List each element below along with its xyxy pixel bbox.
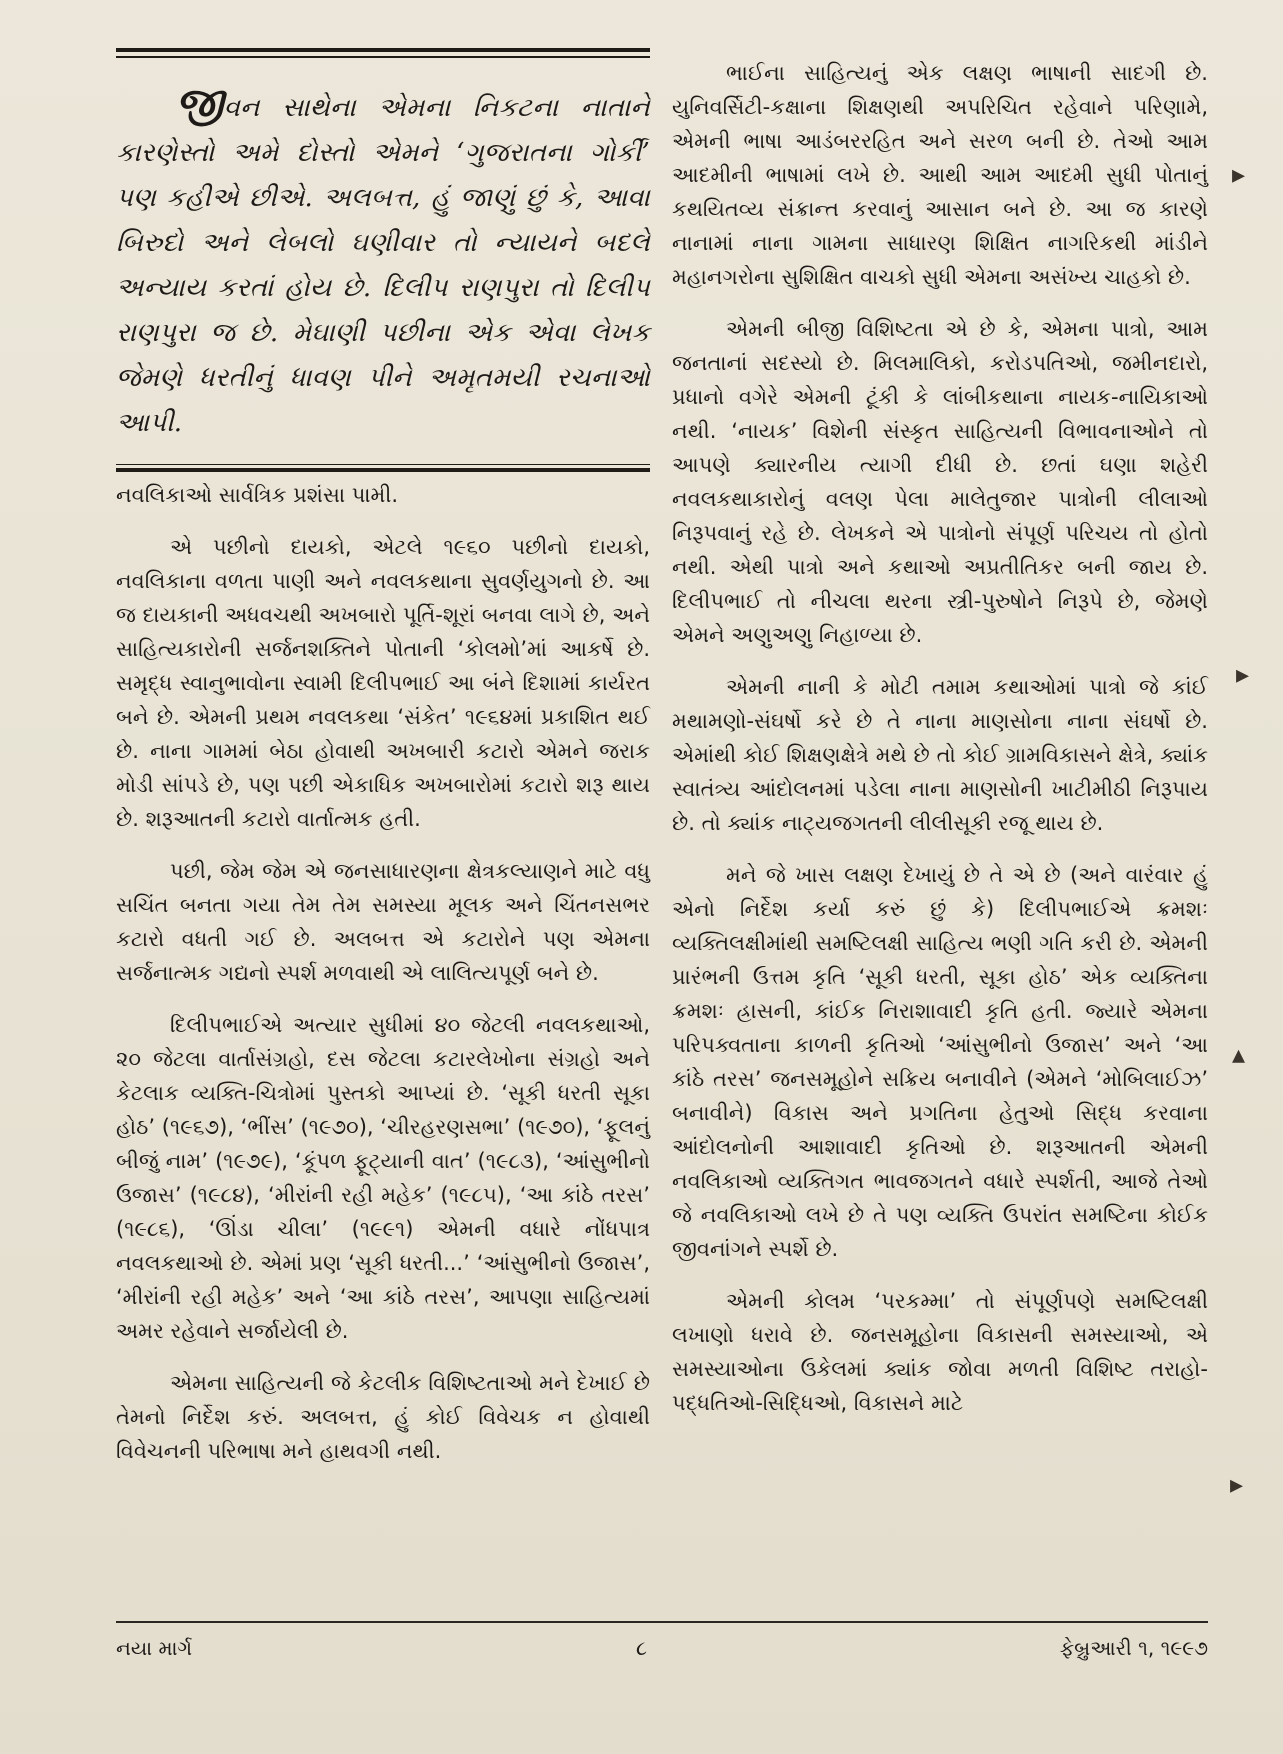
paragraph: મને જે ખાસ લક્ષણ દેખાયું છે તે એ છે (અને વારંવાર હું એનો નિર્દેશ કર્યા કરું છું કે) દિલીપભાઈએ ક્રમશઃ વ્યક્તિલક્ષીમાંથી સમષ્ટિલક્ષી સાહિત્ય ભણી ગતિ કરી છે. એમની પ્રારંભની ઉત્તમ કૃતિ ‘સૂકી ધરતી, સૂકા હોઠ’ એક વ્યક્તિના ક્રમશઃ હ્રાસની, કાંઈક નિરાશાવાદી કૃતિ હતી. જ્યારે એમના પરિપક્વતાના કાળની કૃતિઓ ‘આંસુભીનો ઉજાસ’ અને ‘આ કાંઠે તરસ’ જનસમૂહોને સક્રિય બનાવીને (એમને ‘મોબિલાઈઝ’ બનાવીને) વિકાસ અને પ્રગતિના હેતુઓ સિદ્ધ કરવાના આંદોલનોની આશાવાદી કૃતિઓ છે. શરૂઆતની એમની નવલિકાઓ વ્યક્તિગત ભાવજગતને વધારે સ્પર્શતી, આજે તેઓ જે નવલિકાઓ લખે છે તે પણ વ્યક્તિ ઉપરાંત સમષ્ટિના કોઈક જીવનાંગને સ્પર્શે છે. xyxy=(672,863,1208,1261)
margin-mark-icon: ▴ xyxy=(1232,1040,1246,1070)
footer-rule xyxy=(116,1621,1208,1623)
paragraph: ભાઈના સાહિત્યનું એક લક્ષણ ભાષાની સાદગી છે. યુનિવર્સિટી-કક્ષાના શિક્ષણથી અપરિચિત રહેવાને પરિણામે, એમની ભાષા આડંબરરહિત અને સરળ બની છે. તેઓ આમ આદમીની ભાષામાં લખે છે. આથી આમ આદમી સુધી પોતાનું કથયિતવ્ય સંક્રાન્ત કરવાનું આસાન બને છે. આ જ કારણે નાનામાં નાના ગામના સાધારણ શિક્ષિત નાગરિકથી માંડીને મહાનગરોના સુશિક્ષિત વાચકો સુધી એમના અસંખ્ય ચાહકો છે. xyxy=(672,61,1208,289)
paragraph: એમની બીજી વિશિષ્ટતા એ છે કે, એમના પાત્રો, આમ જનતાનાં સદસ્યો છે. મિલમાલિકો, કરોડપતિઓ, જમીનદારો, પ્રધાનો વગેરે એમની ટૂંકી કે લાંબીકથાના નાયક-નાયિકાઓ નથી. ‘નાયક’ વિશેની સંસ્કૃત સાહિત્યની વિભાવનાઓને તો આપણે ક્યારનીય ત્યાગી દીધી છે. છતાં ઘણા શહેરી નવલકથાકારોનું વલણ પેલા માલેતુજાર પાત્રોની લીલાઓ નિરૂપવાનું રહે છે. લેખકને એ પાત્રોનો સંપૂર્ણ પરિચય તો હોતો નથી. એથી પાત્રો અને કથાઓ અપ્રતીતિકર બની જાય છે. દિલીપભાઈ તો નીચલા થરના સ્ત્રી-પુરુષોને નિરૂપે છે, જેમણે એમને અણુઅણુ નિહાળ્યા છે. xyxy=(672,317,1208,647)
page-footer xyxy=(116,1630,1208,1670)
top-rule-thin xyxy=(116,56,650,58)
left-column xyxy=(116,48,650,1486)
right-column xyxy=(672,56,1208,1438)
page-number: ૮ xyxy=(636,1636,647,1660)
pull-quote xyxy=(116,80,650,446)
paragraph: પછી, જેમ જેમ એ જનસાધારણના ક્ષેત્રકલ્યાણને માટે વધુ સચિંત બનતા ગયા તેમ તેમ સમસ્યા મૂલક અને ચિંતનસભર કટારો વધતી ગઈ છે. અલબત્ત એ કટારોને પણ એમના સર્જનાત્મક ગદ્યનો સ્પર્શ મળવાથી એ લાલિત્યપૂર્ણ બને છે. xyxy=(116,859,650,985)
paragraph: એમના સાહિત્યની જે કેટલીક વિશિષ્ટતાઓ મને દેખાઈ છે તેમનો નિર્દેશ કરું. અલબત્ત, હું કોઈ વિવેચક ન હોવાથી વિવેચનની પરિભાષા મને હાથવગી નથી. xyxy=(116,1371,650,1463)
pull-quote-rule-thick xyxy=(116,468,650,472)
margin-mark-icon: ▸ xyxy=(1232,160,1246,190)
pull-quote-text: વન સાથેના એમના નિકટના નાતાને કારણેસ્તો અમે દોસ્તો એમને ‘ગુજરાતના ગોર્કી’ પણ કહીએ છીએ. અલબત્ત, હું જાણું છું કે, આવા બિરુદો અને લેબલો ઘણીવાર તો ન્યાયને બદલે અન્યાય કરતાં હોય છે. દિલીપ રાણપુરા તો દિલીપ રાણપુરા જ છે. મેઘાણી પછીના એક એવા લેખક જેમણે ધરતીનું ધાવણ પીને અમૃતમયી રચનાઓ આપી. xyxy=(116,92,650,438)
paragraph: દિલીપભાઈએ અત્યાર સુધીમાં ૪૦ જેટલી નવલકથાઓ, ૨૦ જેટલા વાર્તાસંગ્રહો, દસ જેટલા કટારલેખોના સંગ્રહો અને કેટલાક વ્યક્તિ-ચિત્રોમાં પુસ્તકો આપ્યાં છે. ‘સૂકી ધરતી સૂકા હોઠ’ (૧૯૬૭), ‘ભીંસ’ (૧૯૭૦), ‘ચીરહરણસભા’ (૧૯૭૦), ‘ફૂલનું બીજું નામ’ (૧૯૭૯), ‘કૂંપળ ફૂટ્યાની વાત’ (૧૯૮૩), ‘આંસુભીનો ઉજાસ’ (૧૯૮૪), ‘મીરાંની રહી મહેક’ (૧૯૮૫), ‘આ કાંઠે તરસ’ (૧૯૮૬), ‘ઊંડા ચીલા’ (૧૯૯૧) એમની વધારે નોંધપાત્ર નવલકથાઓ છે. એમાં પ્રણ ‘સૂકી ધરતી...’ ‘આંસુભીનો ઉજાસ’, ‘મીરાંની રહી મહેક’ અને ‘આ કાંઠે તરસ’, આપણા સાહિત્યમાં અમર રહેવાને સર્જાયેલી છે. xyxy=(116,1013,650,1343)
margin-mark-icon: ▸ xyxy=(1230,1470,1244,1500)
paragraph: નવલિકાઓ સાર્વત્રિક પ્રશંસા પામી. xyxy=(116,483,399,507)
top-rule xyxy=(116,48,650,52)
paragraph: એમની કોલમ ‘પરકમ્મા’ તો સંપૂર્ણપણે સમષ્ટિલક્ષી લખાણો ધરાવે છે. જનસમૂહોના વિકાસની સમસ્યાઓ, એ સમસ્યાઓના ઉકેલમાં ક્યાંક જોવા મળતી વિશિષ્ટ તરાહો-પદ્ધતિઓ-સિદ્ધિઓ, વિકાસને માટે xyxy=(672,1289,1208,1415)
issue-date: ફેબ્રુઆરી ૧, ૧૯૯૭ xyxy=(1059,1636,1208,1660)
publication-name: નયા માર્ગ xyxy=(116,1636,193,1660)
pull-quote-dropcap: જી xyxy=(176,78,224,126)
paragraph: એમની નાની કે મોટી તમામ કથાઓમાં પાત્રો જે કાંઈ મથામણો-સંઘર્ષો કરે છે તે નાના માણસોના નાના સંઘર્ષો છે. એમાંથી કોઈ શિક્ષણક્ષેત્રે મથે છે તો કોઈ ગ્રામવિકાસને ક્ષેત્રે, ક્યાંક સ્વાતંત્ર્ય આંદોલનમાં પડેલા નાના માણસોની ખાટીમીઠી નિરૂપાય છે. તો ક્યાંક નાટ્યજગતની લીલીસૂકી રજૂ થાય છે. xyxy=(672,675,1208,835)
margin-mark-icon: ▸ xyxy=(1236,660,1250,690)
paragraph: એ પછીનો દાયકો, એટલે ૧૯૬૦ પછીનો દાયકો, નવલિકાના વળતા પાણી અને નવલકથાના સુવર્ણયુગનો છે. આ જ દાયકાની અધવચથી અખબારો પૂર્તિ-શૂરાં બનવા લાગે છે, અને સાહિત્યકારોની સર્જનશક્તિને પોતાની ‘કોલમો’માં આકર્ષે છે. સમૃદ્ધ સ્વાનુભાવોના સ્વામી દિલીપભાઈ આ બંને દિશામાં કાર્યરત બને છે. એમની પ્રથમ નવલકથા ‘સંકેત’ ૧૯૬૪માં પ્રકાશિત થઈ છે. નાના ગામમાં બેઠા હોવાથી અખબારી કટારો એમને જરાક મોડી સાંપડે છે, પણ પછી એકાધિક અખબારોમાં કટારો શરૂ થાય છે. શરૂઆતની કટારો વાર્તાત્મક હતી. xyxy=(116,535,650,831)
